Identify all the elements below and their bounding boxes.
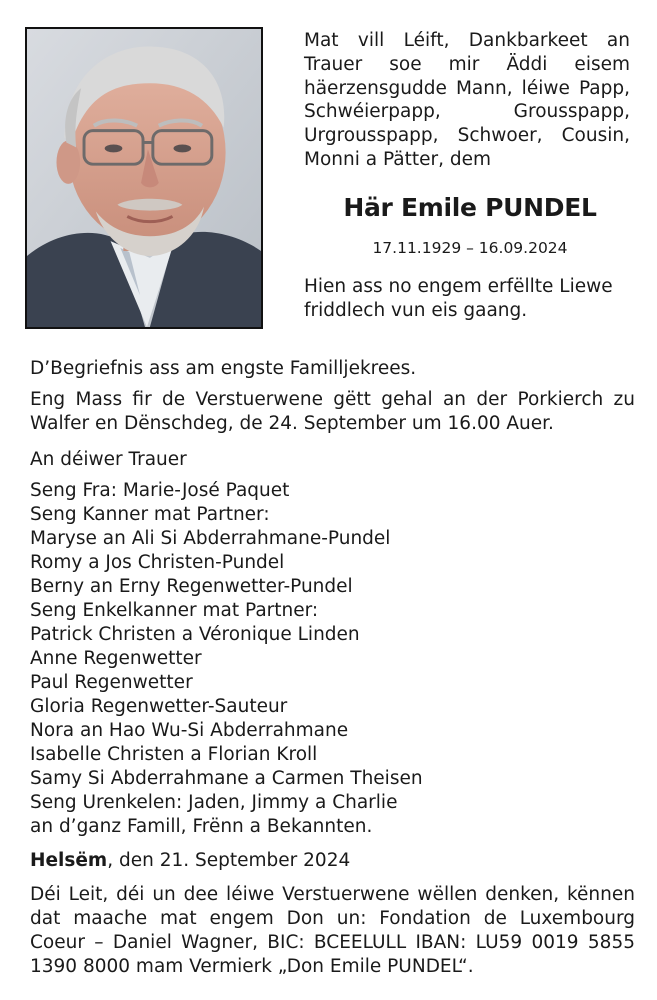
burial-note: D’Begriefnis ass am engste Familljekrees. — [30, 358, 417, 379]
donation-note: Déi Leit, déi un dee léiwe Verstuerwene wëllen denken, kënnen dat maache mat engem Don un: Fondation de Luxembourg Coeur – Daniel Wagner, BIC: BCEELULL IBAN: LU59 0019 5855 1390 8000 mam Vermierk „Don Emile PUNDEL“. — [30, 884, 635, 977]
place-name: Helsëm — [30, 850, 108, 871]
mourner-line: Gloria Regenwetter-Sauteur — [30, 696, 288, 717]
main-body — [30, 357, 635, 979]
mourner-line: Paul Regenwetter — [30, 672, 193, 693]
life-dates: 17.11.1929 – 16.09.2024 — [372, 239, 568, 257]
mourner-line: Anne Regenwetter — [30, 648, 202, 669]
intro-text — [304, 29, 630, 172]
mourner-line: Patrick Christen a Véronique Linden — [30, 624, 360, 645]
closing-paragraph: Hien ass no engem erfëllte Liewe friddlech vun eis gaang. — [304, 276, 613, 321]
place-date-line — [30, 849, 635, 873]
mourner-line: Nora an Hao Wu-Si Abderrahmane — [30, 720, 349, 741]
mourner-line: Isabelle Christen a Florian Kroll — [30, 744, 318, 765]
mourner-line: Maryse an Ali Si Abderrahmane-Pundel — [30, 528, 391, 549]
mass-note: Eng Mass fir de Verstuerwene gëtt gehal an der Porkierch zu Walfer en Dënschdeg, de 24. September um 16.00 Auer. — [30, 389, 635, 434]
mourner-line: Seng Fra: Marie-José Paquet — [30, 480, 290, 501]
deceased-name: Här Emile PUNDEL — [343, 193, 597, 222]
mourner-line: Berny an Erny Regenwetter-Pundel — [30, 576, 353, 597]
mourner-line: an d’ganz Famill, Frënn a Bekannten. — [30, 816, 373, 837]
mourner-line: Samy Si Abderrahmane a Carmen Theisen — [30, 768, 423, 789]
notice-date: , den 21. September 2024 — [107, 850, 351, 871]
intro-paragraph: Mat vill Léift, Dankbarkeet an Trauer soe mir Äddi eisem häerzensgudde Mann, léiwe Papp, Schwéierpapp, Grousspapp, Urgrousspapp, Schwoer, Cousin, Monni a Pätter, dem — [304, 30, 630, 170]
mourners-list — [30, 479, 635, 839]
portrait-photo — [25, 27, 263, 329]
mourner-line: Seng Urenkelen: Jaden, Jimmy a Charlie — [30, 792, 398, 813]
mourner-line: Romy a Jos Christen-Pundel — [30, 552, 285, 573]
mourners-heading: An déiwer Trauer — [30, 449, 187, 470]
closing-text — [304, 275, 634, 323]
mourner-line: Seng Kanner mat Partner: — [30, 504, 270, 525]
mourner-line: Seng Enkelkanner mat Partner: — [30, 600, 319, 621]
